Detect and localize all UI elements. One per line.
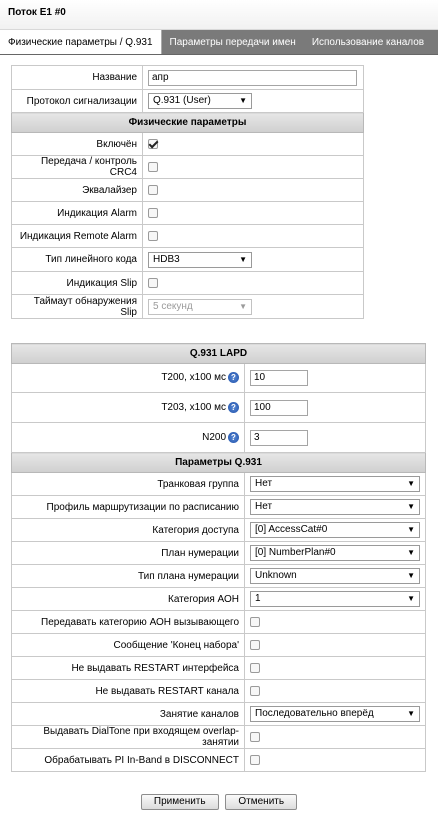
numbering-plan-type-value: Unknown	[255, 570, 297, 581]
chevron-down-icon: ▼	[407, 548, 415, 557]
access-category-select[interactable]	[250, 522, 420, 538]
send-aon-checkbox[interactable]	[250, 617, 260, 627]
t200-label: Т200, x100 мс	[161, 372, 226, 384]
protocol-value: Q.931 (User)	[153, 95, 211, 106]
chevron-down-icon: ▼	[407, 525, 415, 534]
lapd-section-header: Q.931 LAPD	[12, 344, 426, 364]
dialtone-checkbox[interactable]	[250, 732, 260, 742]
t203-input[interactable]: 100	[250, 400, 308, 416]
line-code-label: Тип линейного кода	[12, 248, 143, 272]
end-dial-label: Сообщение 'Конец набора'	[12, 634, 245, 657]
numbering-plan-type-select[interactable]	[250, 568, 420, 584]
chevron-down-icon: ▼	[407, 594, 415, 603]
numbering-plan-value: [0] NumberPlan#0	[255, 547, 336, 558]
chevron-down-icon: ▼	[239, 254, 247, 264]
remote-alarm-checkbox[interactable]	[148, 231, 158, 241]
n200-label: N200	[202, 432, 226, 444]
enabled-checkbox[interactable]	[148, 139, 158, 149]
no-restart-channel-label: Не выдавать RESTART канала	[12, 680, 245, 703]
trunk-select[interactable]	[250, 476, 420, 492]
no-restart-channel-checkbox[interactable]	[250, 686, 260, 696]
routing-profile-label: Профиль маршрутизации по расписанию	[12, 496, 245, 519]
tab-physical-q931[interactable]: Физические параметры / Q.931	[0, 30, 162, 54]
aon-category-value: 1	[255, 593, 261, 604]
channel-seize-label: Занятие каналов	[12, 703, 245, 726]
trunk-value: Нет	[255, 478, 273, 489]
numbering-plan-type-label: Тип плана нумерации	[12, 565, 245, 588]
q931-section-header: Параметры Q.931	[12, 453, 426, 473]
routing-profile-select[interactable]	[250, 499, 420, 515]
tab-channel-usage[interactable]: Использование каналов	[311, 37, 425, 48]
window-title: Поток E1 #0	[0, 0, 438, 30]
apply-button[interactable]: Применить	[141, 794, 219, 810]
name-label: Название	[12, 66, 143, 90]
pi-inband-checkbox[interactable]	[250, 755, 260, 765]
cancel-button[interactable]: Отменить	[225, 794, 297, 810]
equalizer-checkbox[interactable]	[148, 185, 158, 195]
slip-checkbox[interactable]	[148, 278, 158, 288]
access-category-label: Категория доступа	[12, 519, 245, 542]
channel-seize-value: Последовательно вперёд	[255, 708, 374, 719]
chevron-down-icon: ▼	[407, 479, 415, 488]
t203-label: Т203, x100 мс	[161, 402, 226, 414]
no-restart-iface-checkbox[interactable]	[250, 663, 260, 673]
chevron-down-icon: ▼	[239, 96, 247, 105]
physical-section-header: Физические параметры	[12, 113, 364, 133]
crc4-label: Передача / контроль CRC4	[12, 156, 143, 179]
channel-seize-select[interactable]	[250, 706, 420, 722]
pi-inband-label: Обрабатывать PI In-Band в DISCONNECT	[12, 749, 245, 772]
slip-timeout-label: Таймаут обнаружения Slip	[12, 295, 143, 319]
tab-name-transfer[interactable]: Параметры передачи имен	[169, 37, 296, 48]
crc4-checkbox[interactable]	[148, 162, 158, 172]
line-code-value: HDB3	[153, 253, 180, 265]
help-icon[interactable]: ?	[228, 402, 239, 413]
numbering-plan-label: План нумерации	[12, 542, 245, 565]
protocol-select[interactable]	[148, 93, 252, 109]
alarm-checkbox[interactable]	[148, 208, 158, 218]
form-buttons	[0, 794, 438, 810]
access-category-value: [0] AccessCat#0	[255, 524, 328, 535]
help-icon[interactable]: ?	[228, 432, 239, 443]
q931-params-table	[11, 343, 426, 772]
slip-label: Индикация Slip	[12, 272, 143, 295]
enabled-label: Включён	[12, 133, 143, 156]
alarm-label: Индикация Alarm	[12, 202, 143, 225]
physical-params-table	[11, 65, 364, 319]
aon-category-label: Категория АОН	[12, 588, 245, 611]
chevron-down-icon: ▼	[407, 502, 415, 511]
chevron-down-icon: ▼	[407, 571, 415, 580]
trunk-label: Транковая группа	[12, 473, 245, 496]
protocol-label: Протокол сигнализации	[12, 90, 143, 113]
name-input[interactable]: апр	[148, 70, 357, 86]
line-code-select[interactable]	[148, 252, 252, 268]
end-dial-checkbox[interactable]	[250, 640, 260, 650]
equalizer-label: Эквалайзер	[12, 179, 143, 202]
n200-input[interactable]: 3	[250, 430, 308, 446]
aon-category-select[interactable]	[250, 591, 420, 607]
slip-timeout-select	[148, 299, 252, 315]
remote-alarm-label: Индикация Remote Alarm	[12, 225, 143, 248]
help-icon[interactable]: ?	[228, 372, 239, 383]
chevron-down-icon: ▼	[239, 301, 247, 311]
send-aon-label: Передавать категорию АОН вызывающего	[12, 611, 245, 634]
slip-timeout-value: 5 секунд	[153, 300, 193, 312]
tab-bar	[0, 30, 438, 55]
numbering-plan-select[interactable]	[250, 545, 420, 561]
t200-input[interactable]: 10	[250, 370, 308, 386]
no-restart-iface-label: Не выдавать RESTART интерфейса	[12, 657, 245, 680]
routing-profile-value: Нет	[255, 501, 273, 512]
dialtone-label: Выдавать DialTone при входящем overlap-занятии	[12, 726, 245, 749]
chevron-down-icon: ▼	[407, 709, 415, 718]
